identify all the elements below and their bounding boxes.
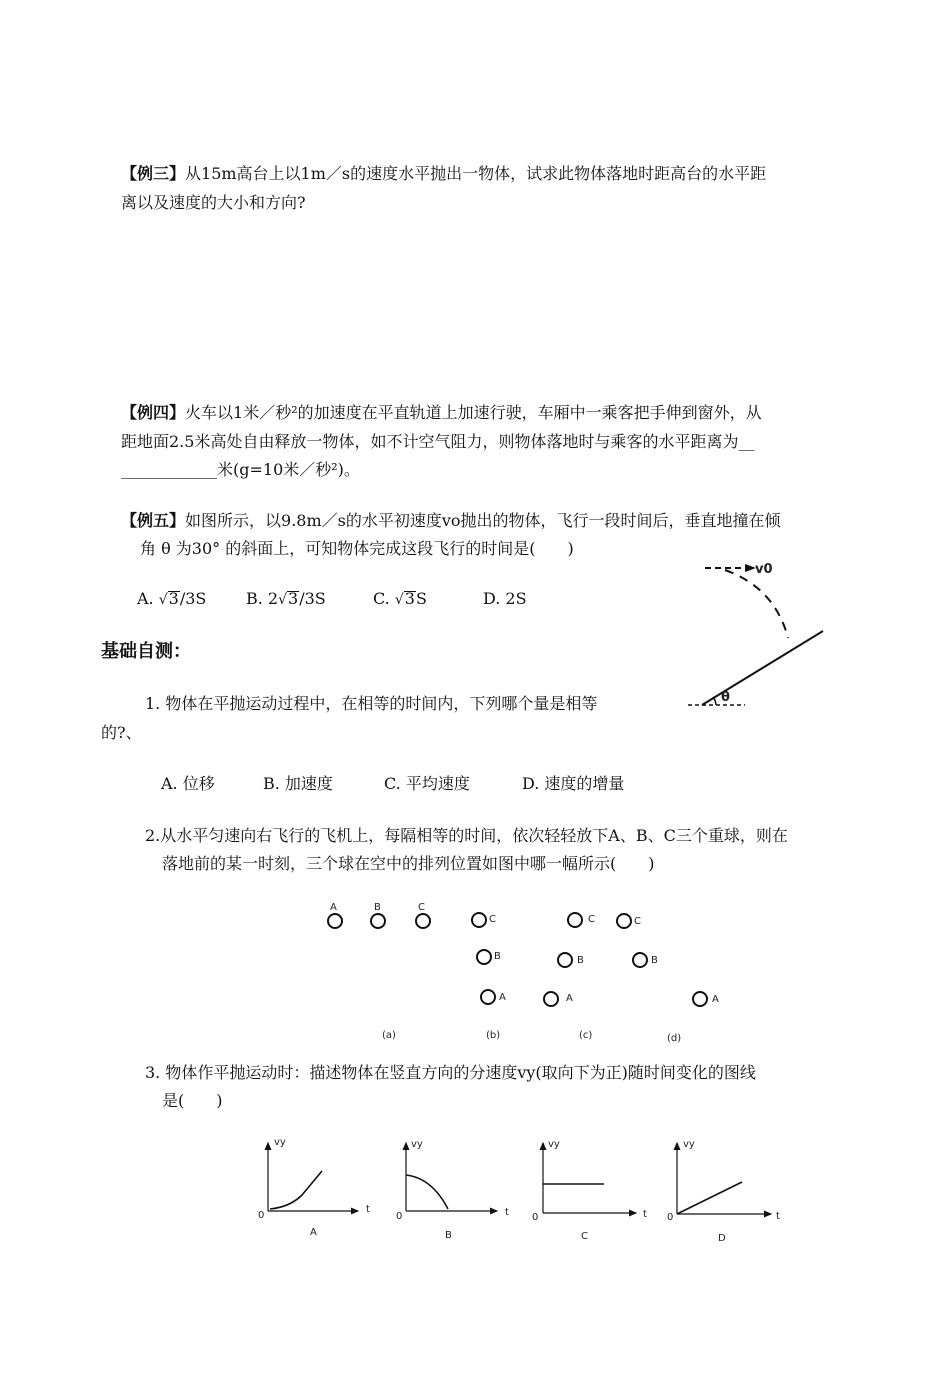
question-3-line-2: 是( ) [162,1091,223,1110]
example-5-option-b: B. 2√3/3S [246,589,326,608]
section-title: 基础自测： [101,641,191,662]
ball-label-a-b: B [374,902,381,913]
graph-d-origin: 0 [667,1212,674,1223]
graph-b-xlabel: t [505,1207,509,1218]
example-5-tag: 【例五】 [121,511,186,530]
example-5-text-1: 如图所示，以9.8m／s的水平初速度vo抛出的物体，飞行一段时间后，垂直地撞在倾 [185,511,781,530]
example-4-tag: 【例四】 [121,403,186,422]
graph-a [268,1143,358,1211]
question-3-line-1: 3. 物体作平抛运动时：描述物体在竖直方向的分速度vy(取向下为正)随时间变化的图线 [145,1063,756,1082]
graph-c-xlabel: t [643,1209,647,1220]
ball-label-d-c: C [634,916,641,927]
graph-d [677,1143,771,1214]
v0-label: v0 [755,562,773,577]
example-3-line-2: 离以及速度的大小和方向? [121,193,306,212]
graph-b-caption: B [445,1230,452,1241]
ball-label-c-a: A [566,993,573,1004]
question-1-option-a: A. 位移 [161,774,215,793]
ball-label-d-b: B [651,955,658,966]
example-5-option-d: D. 2S [483,589,527,608]
example-5-line-2: 角 θ 为30° 的斜面上，可知物体完成这段飞行的时间是( ) [140,539,574,558]
panel-label-a: (a) [382,1030,396,1041]
graph-c-origin: 0 [532,1212,539,1223]
ball-label-b-a: A [499,992,506,1003]
ball-label-a-a: A [330,902,337,913]
sqrt-icon: √ [158,592,168,608]
graph-a-caption: A [310,1227,317,1238]
example-3-tag: 【例三】 [121,164,186,183]
panel-label-d: (d) [667,1033,682,1044]
question-1-option-c: C. 平均速度 [384,774,470,793]
example-4-line-3: ____________米(g=10米／秒²)。 [121,460,360,479]
question-1-option-d: D. 速度的增量 [522,774,625,793]
sqrt-icon: √ [278,592,288,608]
example-5-option-a: A. √3/3S [137,589,207,608]
graph-b [406,1143,497,1211]
ball-label-c-c: C [588,914,595,925]
graph-d-caption: D [718,1233,726,1244]
theta-label: θ [721,690,730,705]
question-1-line-1: 1. 物体在平抛运动过程中，在相等的时间内，下列哪个量是相等 [145,694,598,713]
graph-c-caption: C [581,1231,588,1242]
example-4-line-2: 距地面2.5米高处自由释放一物体，如不计空气阻力，则物体落地时与乘客的水平距离为__ [121,432,755,451]
question-1-option-b: B. 加速度 [263,774,333,793]
graph-c [543,1143,636,1213]
ball-label-d-a: A [712,994,719,1005]
graph-b-origin: 0 [396,1211,403,1222]
graph-c-ylabel: vy [548,1139,560,1150]
example-4-text-1: 火车以1米／秒²的加速度在平直轨道上加速行驶，车厢中一乘客把手伸到窗外，从 [185,403,762,422]
ball-label-b-b: B [494,951,501,962]
ball-label-a-c: C [418,902,425,913]
ball-label-c-b: B [577,955,584,966]
graph-a-ylabel: vy [274,1137,286,1148]
graph-b-ylabel: vy [411,1139,423,1150]
graph-d-ylabel: vy [683,1139,695,1150]
question-2-line-1: 2.从水平匀速向右飞行的飞机上，每隔相等的时间，依次轻轻放下A、B、C三个重球，则在 [145,826,788,845]
graph-a-xlabel: t [366,1204,370,1215]
panel-label-c: (c) [579,1030,593,1041]
question-2-line-2: 落地前的某一时刻，三个球在空中的排列位置如图中哪一幅所示( ) [162,854,655,873]
question-1-line-2: 的?、 [101,723,142,742]
graph-d-xlabel: t [776,1211,780,1222]
example-3-text-1: 从15m高台上以1m／s的速度水平抛出一物体，试求此物体落地时距高台的水平距 [185,164,767,183]
panel-label-b: (b) [486,1030,501,1041]
sqrt-icon: √ [394,592,404,608]
ball-label-b-c: C [489,914,496,925]
graph-a-origin: 0 [258,1210,265,1221]
example-5-option-c: C. √3S [373,589,427,608]
